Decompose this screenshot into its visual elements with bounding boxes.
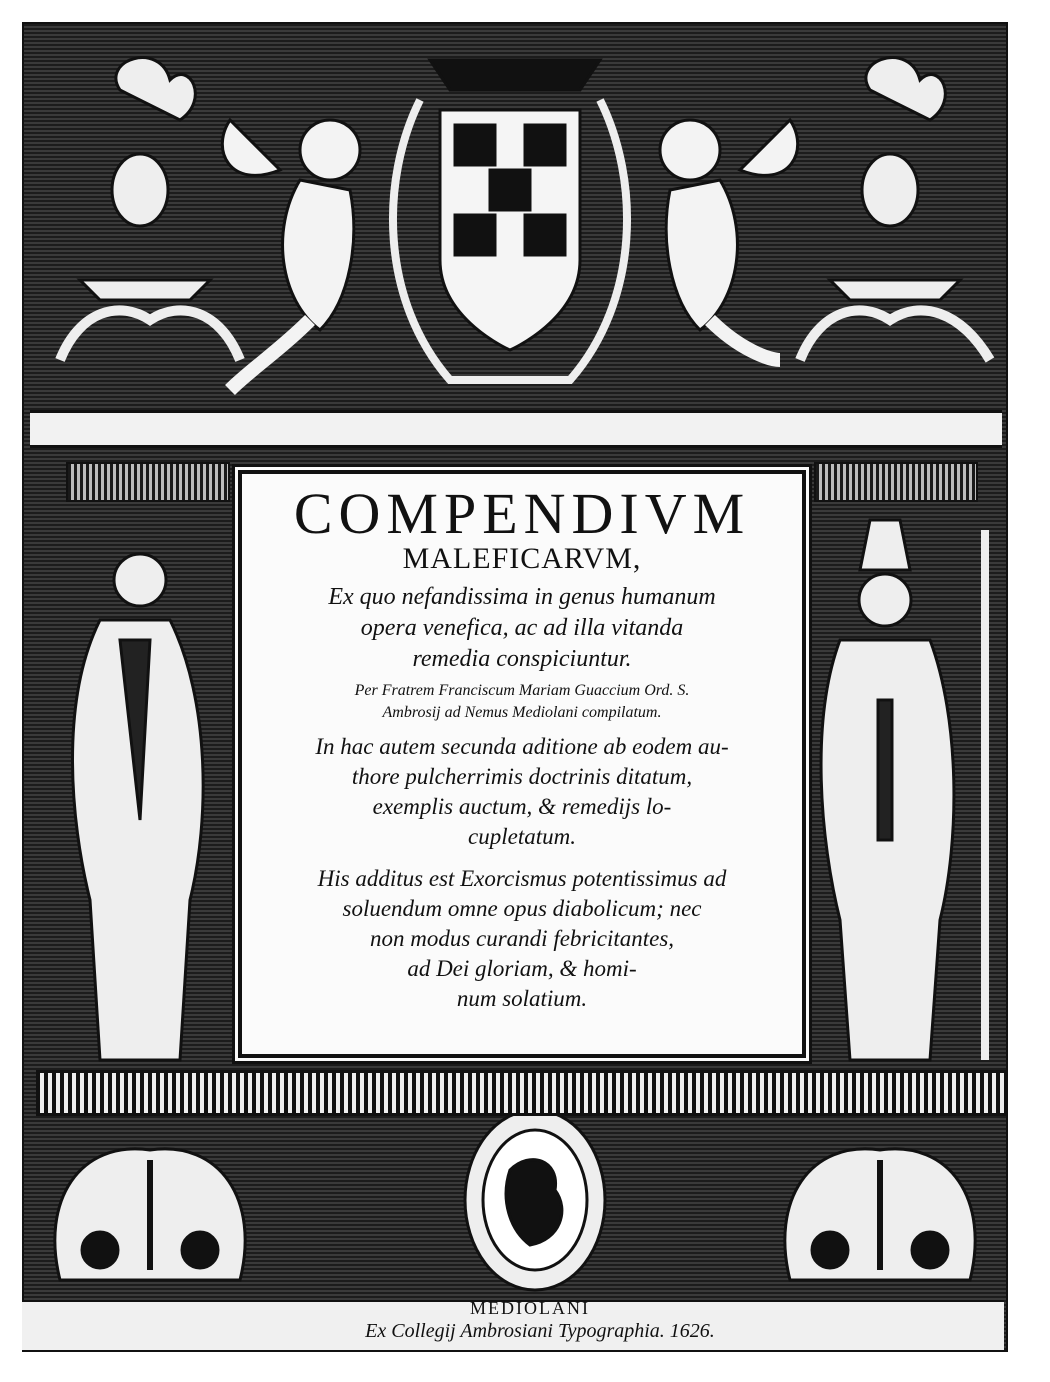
right-pillar-capital xyxy=(814,462,978,502)
description-line: opera venefica, ac ad illa vitanda xyxy=(360,615,684,641)
description-block xyxy=(262,582,782,675)
edition-line: cupletatum. xyxy=(468,824,576,849)
title-cartouche xyxy=(238,470,806,1058)
book-subtitle: MALEFICARVM, xyxy=(402,542,642,575)
right-putto xyxy=(660,120,798,360)
cornice xyxy=(30,410,1002,448)
author-line: Per Fratrem Franciscum Mariam Guaccium Ord. S. xyxy=(354,682,690,699)
coat-of-arms xyxy=(393,60,627,380)
edition-line: exemplis auctum, & remedijs lo- xyxy=(372,794,672,819)
author-line: Ambrosij ad Nemus Mediolani compilatum. xyxy=(382,704,662,721)
left-saint-figure xyxy=(73,554,204,1060)
imprint-city: MEDIOLANI xyxy=(470,1298,590,1318)
edition-block xyxy=(262,732,782,852)
lion-shield xyxy=(465,1110,605,1290)
appendix-line: His additus est Exorcismus potentissimus ad xyxy=(317,866,727,891)
appendix-block xyxy=(262,864,782,1014)
appendix-line: soluendum omne opus diabolicum; nec xyxy=(342,896,702,921)
description-line: remedia conspiciuntur. xyxy=(412,646,632,672)
edition-line: In hac autem secunda aditione ab eodem au- xyxy=(315,734,729,759)
appendix-line: non modus curandi febricitantes, xyxy=(369,926,675,951)
left-putto xyxy=(222,120,360,390)
left-urn-ornament xyxy=(60,58,240,360)
edition-line: thore pulcherrimis doctrinis ditatum, xyxy=(351,764,693,789)
appendix-line: ad Dei gloriam, & homi- xyxy=(407,956,637,981)
left-pillar-capital xyxy=(66,462,230,502)
description-line: Ex quo nefandissima in genus humanum xyxy=(328,584,716,610)
left-acanthus-ornament xyxy=(55,1149,245,1280)
right-urn-ornament xyxy=(800,58,990,360)
right-saint-figure xyxy=(821,520,985,1060)
book-title: COMPENDIVM xyxy=(293,481,751,546)
imprint-line: Ex Collegij Ambrosiani Typographia. 1626. xyxy=(365,1320,715,1342)
appendix-line: num solatium. xyxy=(456,986,588,1011)
base-band xyxy=(36,1070,1006,1116)
right-acanthus-ornament xyxy=(785,1149,975,1280)
author-block xyxy=(262,680,782,724)
